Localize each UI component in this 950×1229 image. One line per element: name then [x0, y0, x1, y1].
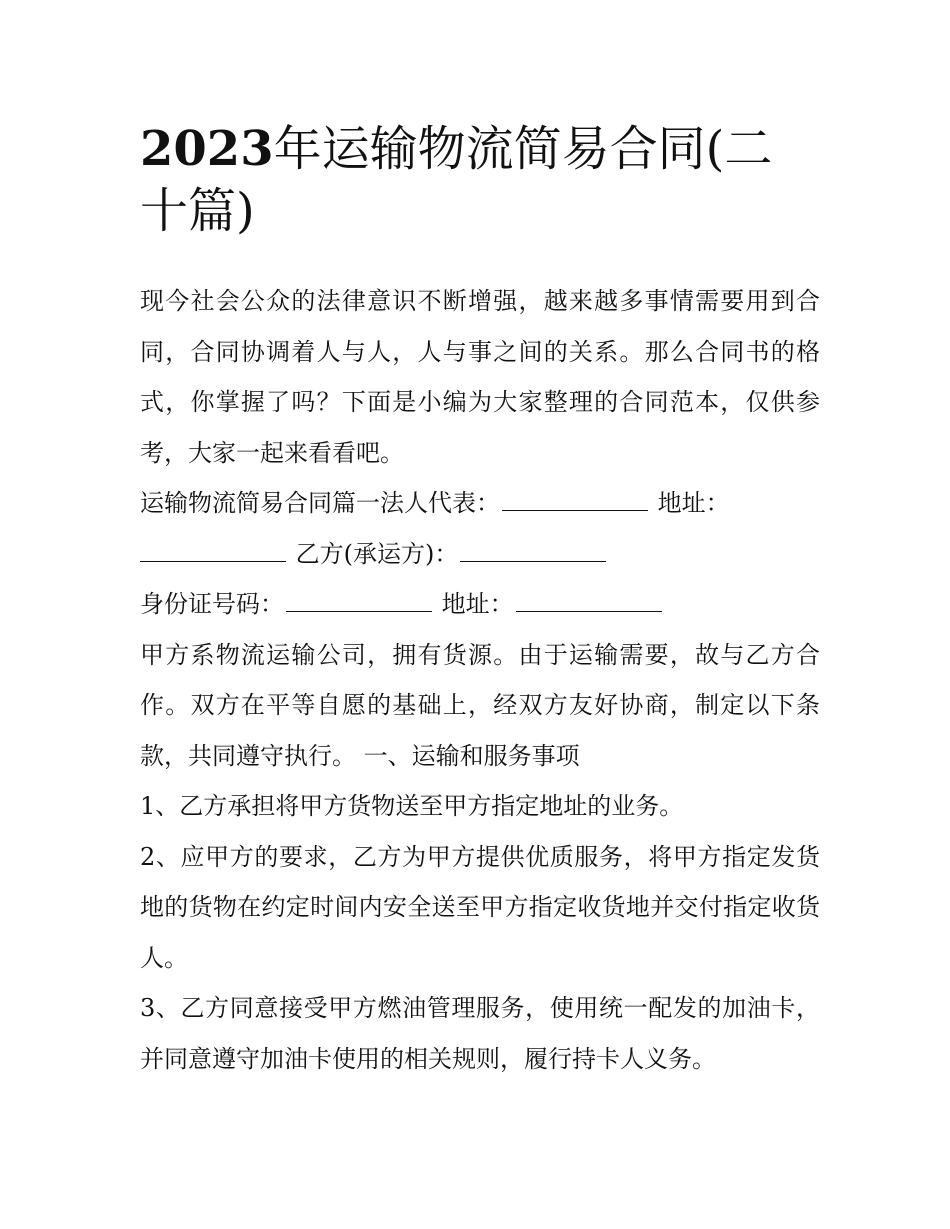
party-line2-label: 乙方(承运方)： [295, 539, 459, 568]
party-line1-address-label: 地址： [657, 489, 730, 517]
title-text-line1: 年运输物流简易合同(二 [273, 121, 773, 177]
document-title [140, 118, 820, 242]
title-text-line2: 十篇) [140, 183, 255, 239]
party-info-line-1 [140, 478, 820, 529]
blank-field [516, 591, 662, 612]
intro-paragraph: 现今社会公众的法律意识不断增强，越来越多事情需要用到合同，合同协调着人与人，人与事之间的关系。那么合同书的格式，你掌握了吗？下面是小编为大家整理的合同范本，仅供参考，大家一起来看看吧。 [140, 287, 820, 467]
blank-field [140, 541, 286, 562]
clause-item-3: 3、乙方同意接受甲方燃油管理服务，使用统一配发的加油卡，并同意遵守加油卡使用的相关规则，履行持卡人义务。 [140, 994, 820, 1073]
clause-item-2: 2、应甲方的要求，乙方为甲方提供优质服务，将甲方指定发货地的货物在约定时间内安全送至甲方指定收货地并交付指定收货人。 [140, 842, 820, 972]
party-info-line-2 [140, 529, 820, 580]
party-line3-label: 身份证号码： [140, 590, 284, 618]
clause-item-1: 1、乙方承担将甲方货物送至甲方指定地址的业务。 [140, 792, 684, 820]
party-line1-label: 运输物流简易合同篇一法人代表： [140, 489, 500, 517]
blank-field [286, 591, 432, 612]
blank-field [460, 541, 606, 562]
blank-field [502, 490, 648, 511]
party-line3-address-label: 地址： [441, 590, 514, 618]
party-info-line-3 [140, 579, 820, 630]
title-year: 2023 [140, 121, 274, 177]
cooperation-paragraph: 甲方系物流运输公司，拥有货源。由于运输需要，故与乙方合作。双方在平等自愿的基础上，经双方友好协商，制定以下条款，共同遵守执行。 一、运输和服务事项 [140, 640, 820, 770]
document-body [140, 276, 820, 1084]
